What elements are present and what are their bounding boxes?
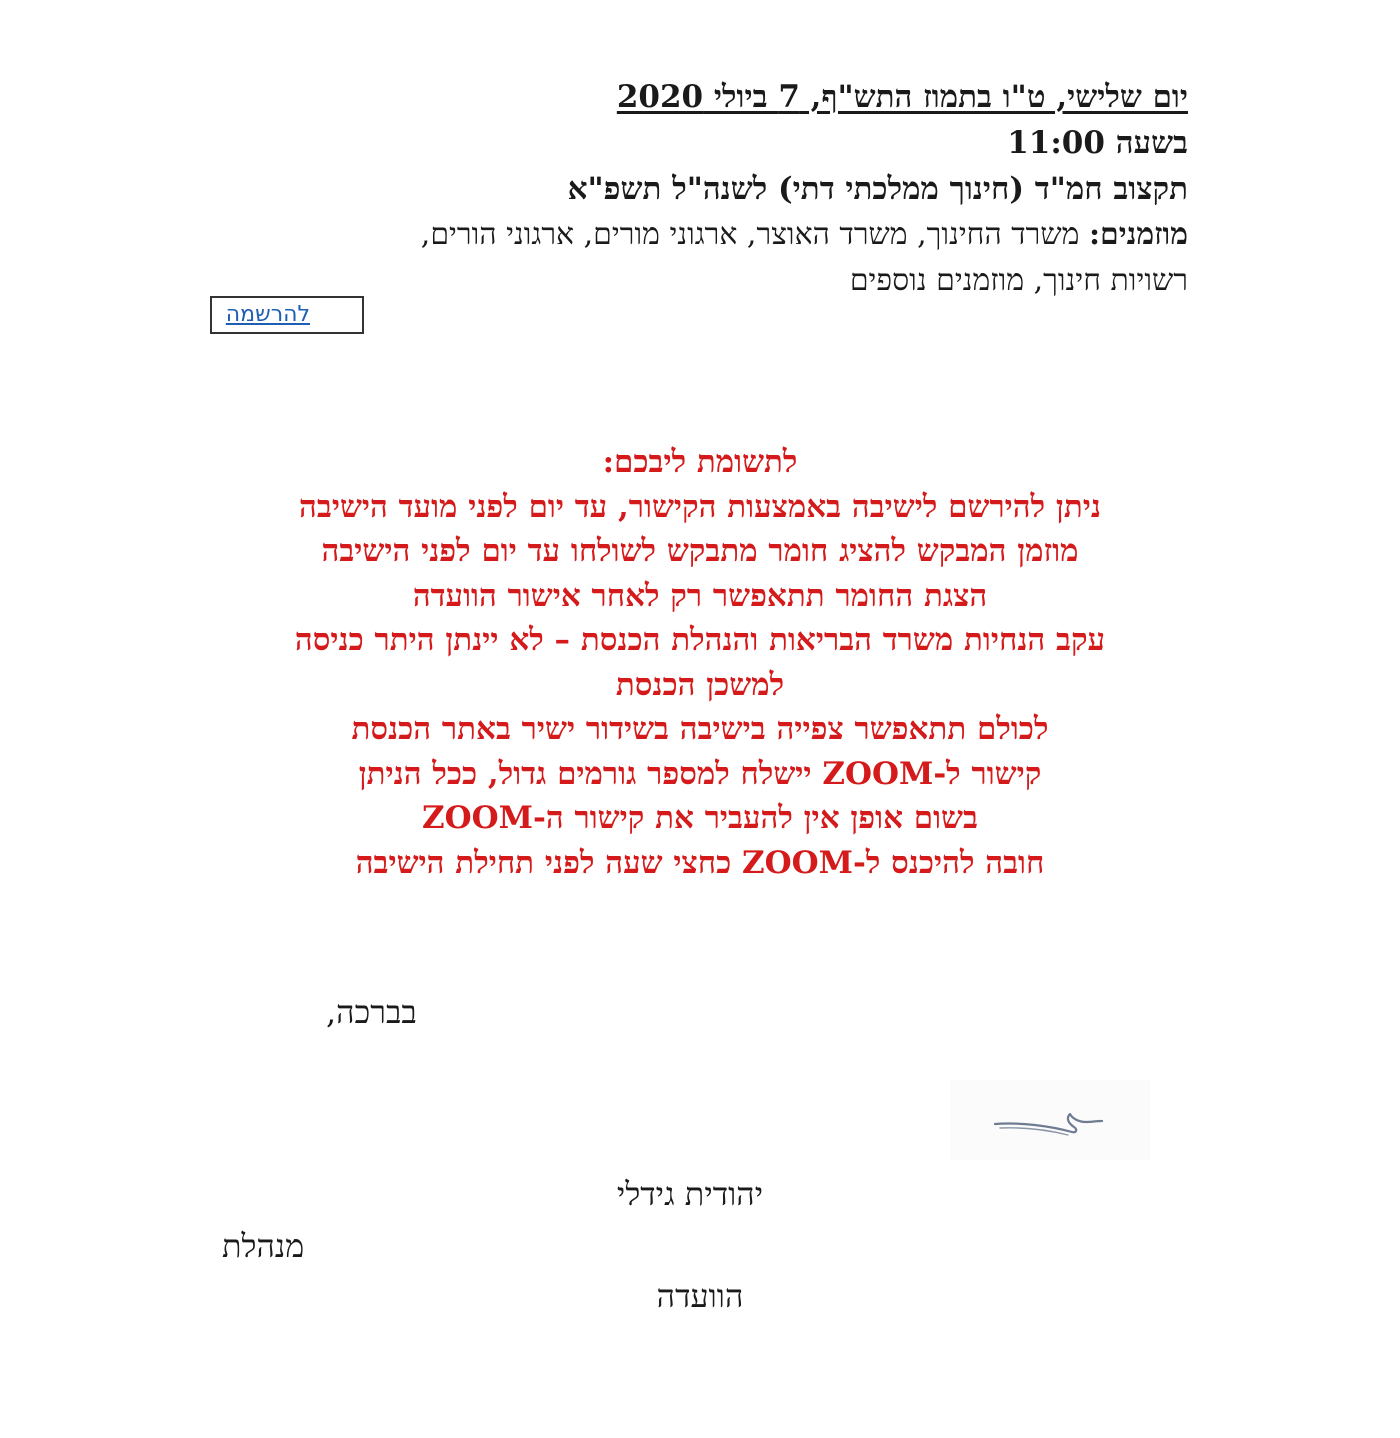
attention-notice bbox=[190, 440, 1210, 885]
notice-line: לכולם תתאפשר צפייה בישיבה בשידור ישיר באתר הכנסת bbox=[351, 711, 1049, 747]
meeting-header bbox=[198, 74, 1188, 304]
closing-greeting: בברכה, bbox=[326, 993, 417, 1031]
invitees bbox=[198, 212, 1188, 258]
notice-line: קישור ל-ZOOM יישלח למספר גורמים גדול, ככל הניתן bbox=[358, 755, 1042, 792]
notice-line: ניתן להירשם לישיבה באמצעות הקישור, עד יום לפני מועד הישיבה bbox=[299, 488, 1101, 525]
register-link[interactable]: להרשמה bbox=[225, 302, 310, 327]
notice-title: לתשומת ליבכם: bbox=[602, 444, 798, 480]
meeting-date: יום שלישי, ט"ו בתמוז התש"ף, 7 ביולי 2020 bbox=[616, 79, 1188, 115]
meeting-time: בשעה 11:00 bbox=[1007, 125, 1188, 161]
notice-line: חובה להיכנס ל-ZOOM כחצי שעה לפני תחילת הישיבה bbox=[355, 844, 1045, 881]
signer-role: מנהלת bbox=[222, 1227, 305, 1265]
invitees-label: מוזמנים: bbox=[1088, 217, 1188, 252]
notice-line: עקב הנחיות משרד הבריאות והנהלת הכנסת – לא יינתן היתר כניסה bbox=[294, 622, 1106, 658]
notice-line: הצגת החומר תתאפשר רק לאחר אישור הוועדה bbox=[412, 577, 988, 614]
handwritten-signature bbox=[950, 1080, 1150, 1160]
invitees-list: משרד החינוך, משרד האוצר, ארגוני מורים, ארגוני הורים, bbox=[420, 217, 1089, 252]
notice-line: מוזמן המבקש להציג חומר מתבקש לשולחו עד יום לפני הישיבה bbox=[321, 533, 1079, 569]
meeting-topic: תקצוב חמ"ד (חינוך ממלכתי דתי) לשנה"ל תשפ"א bbox=[567, 171, 1188, 207]
register-box[interactable] bbox=[210, 296, 364, 334]
signer-name: יהודית גידלי bbox=[616, 1175, 764, 1213]
notice-line: למשכן הכנסת bbox=[615, 666, 785, 703]
invitees-list-continued: רשויות חינוך, מוזמנים נוספים bbox=[849, 263, 1188, 298]
signer-org: הוועדה bbox=[656, 1277, 744, 1315]
notice-line: בשום אופן אין להעביר את קישור ה-ZOOM bbox=[422, 800, 978, 836]
